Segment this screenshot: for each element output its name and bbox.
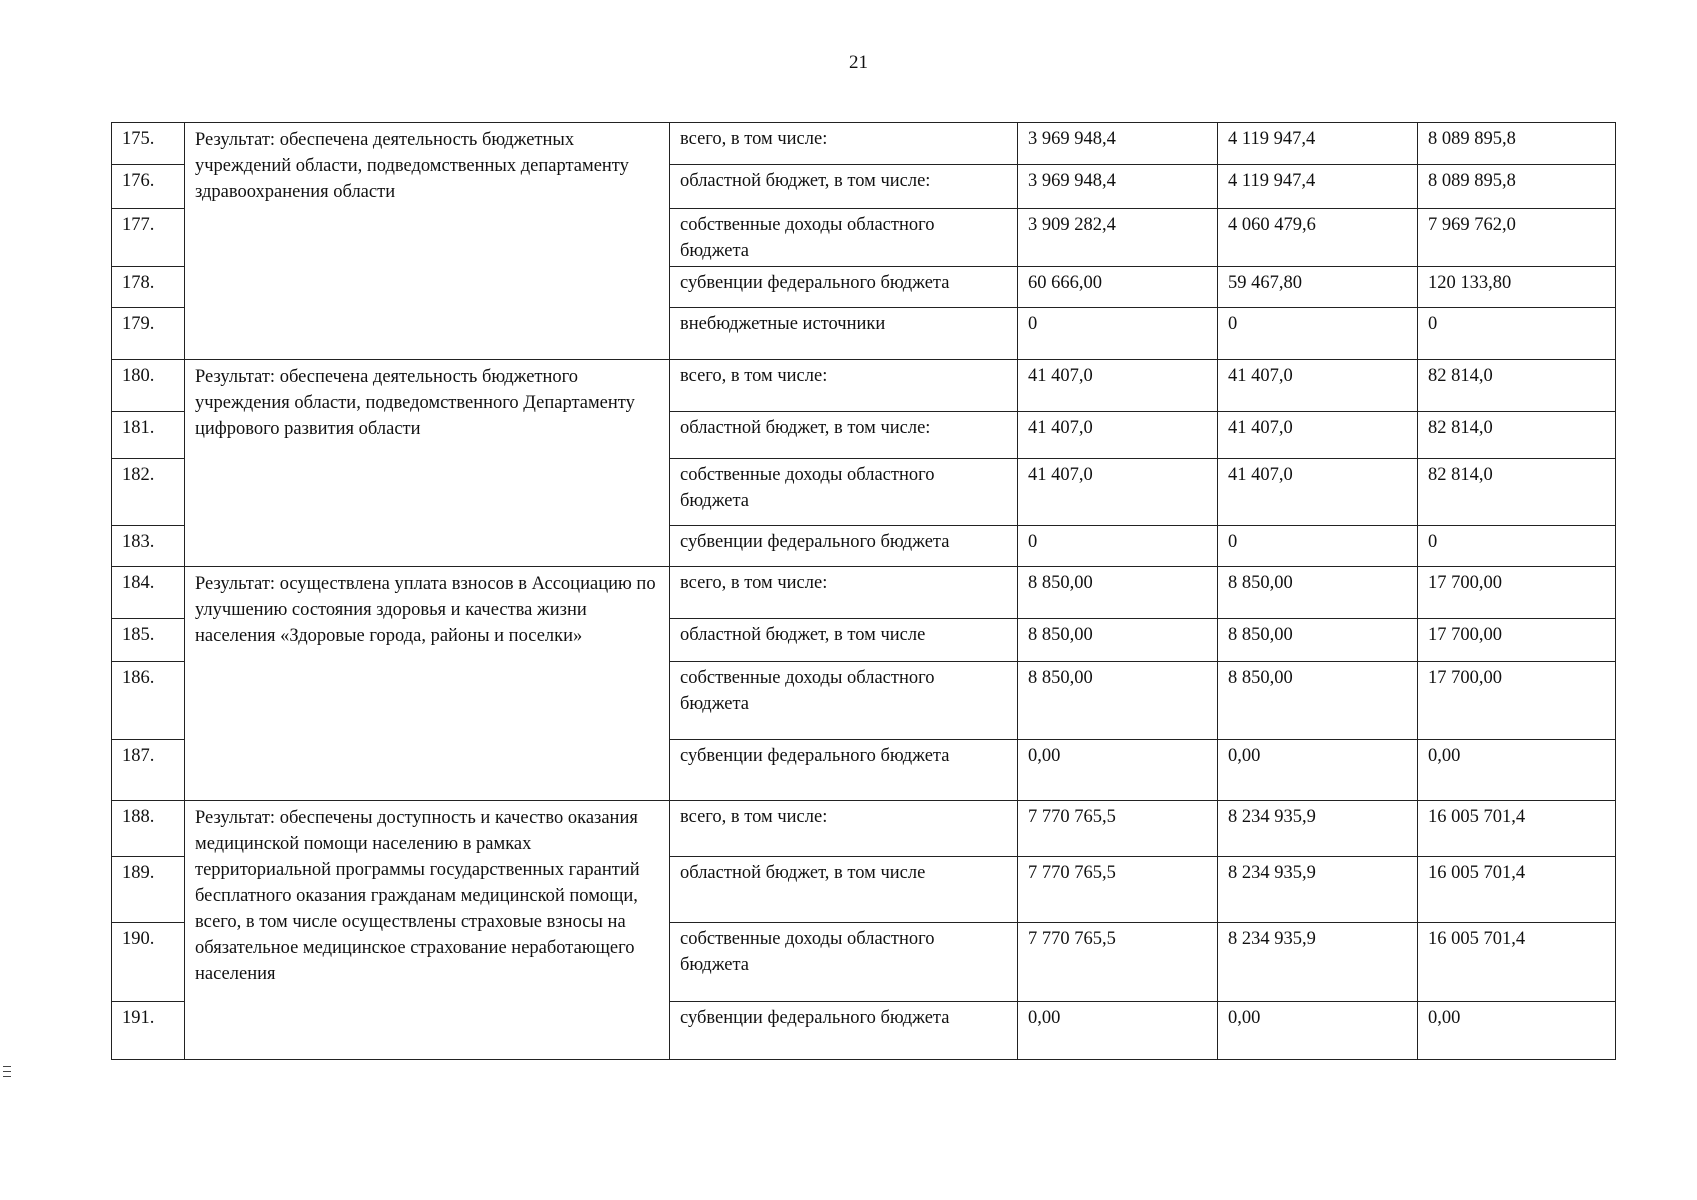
row-number-cell: 183. [112, 526, 185, 567]
value-year2-cell: 4 119 947,4 [1218, 165, 1418, 209]
funding-source-cell: областной бюджет, в том числе [670, 619, 1018, 662]
row-number-cell: 185. [112, 619, 185, 662]
value-total-cell: 82 814,0 [1418, 412, 1616, 459]
value-year2-cell: 41 407,0 [1218, 459, 1418, 526]
funding-source-cell: внебюджетные источники [670, 308, 1018, 360]
value-year1-cell: 3 969 948,4 [1018, 165, 1218, 209]
value-total-cell: 120 133,80 [1418, 267, 1616, 308]
row-number-cell: 190. [112, 923, 185, 1002]
value-year2-cell: 8 850,00 [1218, 662, 1418, 740]
result-description-cell: Результат: обеспечена деятельность бюджетного учреждения области, подведомственного Департаменту цифрового развития области [185, 360, 670, 567]
row-number-cell: 188. [112, 801, 185, 857]
funding-source-cell: субвенции федерального бюджета [670, 1002, 1018, 1060]
funding-source-cell: областной бюджет, в том числе: [670, 412, 1018, 459]
value-year2-cell: 8 234 935,9 [1218, 857, 1418, 923]
value-total-cell: 8 089 895,8 [1418, 165, 1616, 209]
value-year2-cell: 8 234 935,9 [1218, 923, 1418, 1002]
value-year1-cell: 41 407,0 [1018, 459, 1218, 526]
value-total-cell: 0,00 [1418, 740, 1616, 801]
value-year1-cell: 60 666,00 [1018, 267, 1218, 308]
value-total-cell: 7 969 762,0 [1418, 209, 1616, 267]
budget-table [111, 122, 1616, 1060]
row-number-cell: 178. [112, 267, 185, 308]
value-total-cell: 17 700,00 [1418, 619, 1616, 662]
value-total-cell: 16 005 701,4 [1418, 857, 1616, 923]
row-number-cell: 191. [112, 1002, 185, 1060]
funding-source-cell: собственные доходы областного бюджета [670, 459, 1018, 526]
value-total-cell: 16 005 701,4 [1418, 801, 1616, 857]
value-year1-cell: 7 770 765,5 [1018, 923, 1218, 1002]
page-number: 21 [849, 52, 868, 73]
result-description-cell: Результат: обеспечена деятельность бюджетных учреждений области, подведомственных департаменту здравоохранения области [185, 123, 670, 360]
value-year2-cell: 8 234 935,9 [1218, 801, 1418, 857]
funding-source-cell: областной бюджет, в том числе [670, 857, 1018, 923]
funding-source-cell: областной бюджет, в том числе: [670, 165, 1018, 209]
funding-source-cell: собственные доходы областного бюджета [670, 923, 1018, 1002]
row-number-cell: 180. [112, 360, 185, 412]
budget-table-body [112, 123, 1616, 1060]
row-number-cell: 182. [112, 459, 185, 526]
value-year1-cell: 41 407,0 [1018, 412, 1218, 459]
value-year1-cell: 7 770 765,5 [1018, 857, 1218, 923]
result-description-cell: Результат: обеспечены доступность и качество оказания медицинской помощи населению в рамках территориальной программы государственных гарантий бесплатного оказания гражданам медицинской помощи, всего, в том числе осуществлены страховые взносы на обязательное медицинское страхование неработающего населения [185, 801, 670, 1060]
value-year2-cell: 59 467,80 [1218, 267, 1418, 308]
value-total-cell: 0,00 [1418, 1002, 1616, 1060]
value-total-cell: 17 700,00 [1418, 662, 1616, 740]
table-row [112, 360, 1616, 412]
value-year1-cell: 0,00 [1018, 740, 1218, 801]
row-number-cell: 189. [112, 857, 185, 923]
value-year2-cell: 0 [1218, 308, 1418, 360]
funding-source-cell: всего, в том числе: [670, 801, 1018, 857]
value-year2-cell: 41 407,0 [1218, 412, 1418, 459]
value-year2-cell: 4 060 479,6 [1218, 209, 1418, 267]
value-year2-cell: 8 850,00 [1218, 619, 1418, 662]
value-year1-cell: 0,00 [1018, 1002, 1218, 1060]
value-year1-cell: 8 850,00 [1018, 567, 1218, 619]
row-number-cell: 181. [112, 412, 185, 459]
row-number-cell: 186. [112, 662, 185, 740]
budget-table-container [111, 122, 1616, 1060]
value-total-cell: 0 [1418, 526, 1616, 567]
row-number-cell: 187. [112, 740, 185, 801]
value-year1-cell: 7 770 765,5 [1018, 801, 1218, 857]
funding-source-cell: субвенции федерального бюджета [670, 526, 1018, 567]
table-row [112, 567, 1616, 619]
value-year2-cell: 41 407,0 [1218, 360, 1418, 412]
row-number-cell: 179. [112, 308, 185, 360]
funding-source-cell: всего, в том числе: [670, 123, 1018, 165]
value-total-cell: 82 814,0 [1418, 360, 1616, 412]
row-number-cell: 184. [112, 567, 185, 619]
value-year1-cell: 0 [1018, 526, 1218, 567]
value-total-cell: 0 [1418, 308, 1616, 360]
row-number-cell: 176. [112, 165, 185, 209]
funding-source-cell: субвенции федерального бюджета [670, 267, 1018, 308]
margin-mark [3, 1066, 11, 1067]
funding-source-cell: собственные доходы областного бюджета [670, 209, 1018, 267]
value-total-cell: 8 089 895,8 [1418, 123, 1616, 165]
value-year2-cell: 0,00 [1218, 1002, 1418, 1060]
value-year1-cell: 8 850,00 [1018, 662, 1218, 740]
value-year1-cell: 41 407,0 [1018, 360, 1218, 412]
value-year2-cell: 0,00 [1218, 740, 1418, 801]
value-year1-cell: 8 850,00 [1018, 619, 1218, 662]
funding-source-cell: всего, в том числе: [670, 567, 1018, 619]
result-description-cell: Результат: осуществлена уплата взносов в Ассоциацию по улучшению состояния здоровья и качества жизни населения «Здоровые города, районы и поселки» [185, 567, 670, 801]
value-total-cell: 17 700,00 [1418, 567, 1616, 619]
value-year1-cell: 3 909 282,4 [1018, 209, 1218, 267]
table-row [112, 123, 1616, 165]
value-total-cell: 16 005 701,4 [1418, 923, 1616, 1002]
value-year2-cell: 8 850,00 [1218, 567, 1418, 619]
margin-mark [3, 1071, 11, 1072]
value-year1-cell: 3 969 948,4 [1018, 123, 1218, 165]
value-year2-cell: 0 [1218, 526, 1418, 567]
margin-mark [3, 1076, 11, 1077]
row-number-cell: 175. [112, 123, 185, 165]
row-number-cell: 177. [112, 209, 185, 267]
value-year2-cell: 4 119 947,4 [1218, 123, 1418, 165]
funding-source-cell: собственные доходы областного бюджета [670, 662, 1018, 740]
value-total-cell: 82 814,0 [1418, 459, 1616, 526]
funding-source-cell: всего, в том числе: [670, 360, 1018, 412]
value-year1-cell: 0 [1018, 308, 1218, 360]
table-row [112, 801, 1616, 857]
funding-source-cell: субвенции федерального бюджета [670, 740, 1018, 801]
